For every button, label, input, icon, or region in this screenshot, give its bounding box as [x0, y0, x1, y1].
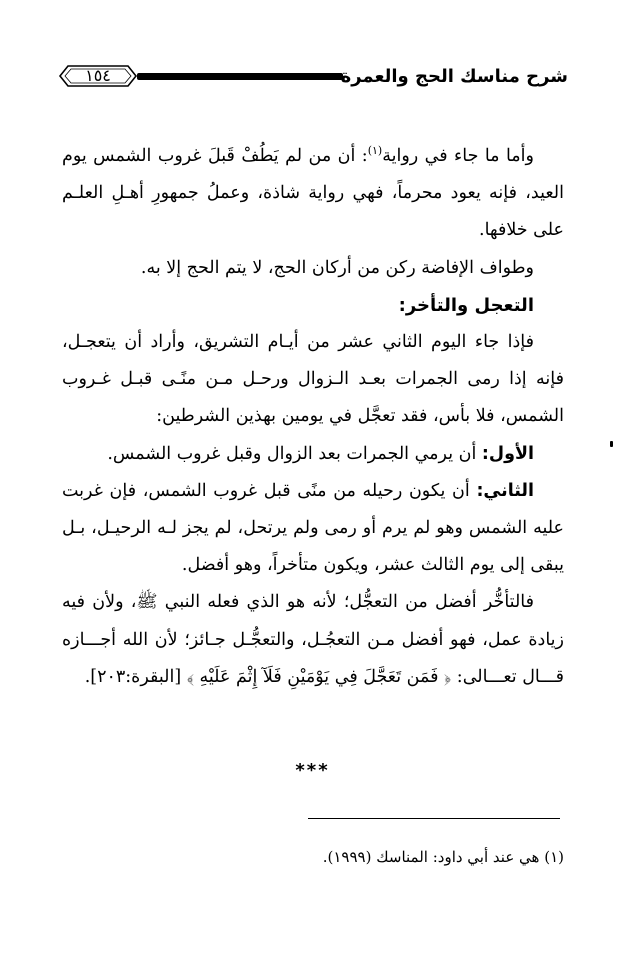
footnote-rule: [308, 818, 560, 819]
paragraph-1-start: وأما ما جاء في رواية: [382, 146, 534, 166]
quran-reference: [البقرة:٢٠٣].: [84, 666, 182, 687]
condition-second-text: أن يكون رحيله من منًى قبل غروب الشمس، فإن غربت عليه الشمس وهو لم يرم أو رمى ولم يرتحل، لم يجز لـه الرحيـل، بـل يبقى إلى يوم الثالث عشر، ويكون متأخراً، وهو أفضل.: [62, 480, 564, 576]
page-number: ١٥٤: [85, 66, 111, 85]
footnote: (١) هي عند أبي داود: المناسك (١٩٩٩).: [322, 848, 564, 866]
footnote-reference: (١): [367, 144, 383, 158]
section-separator: ***: [295, 760, 330, 781]
condition-second: [62, 473, 564, 585]
paragraph-1-rest: : أن من لم يَطُفْ قَبلَ غروب الشمس يوم العيد، فإنه يعود محرماً، فهي رواية شاذة، وعملُ جمهورِ أهـلِ العلـم على خلافها.: [62, 146, 564, 241]
paragraph-2: وطواف الإفاضة ركن من أركان الحج، لا يتم الحج إلا به.: [140, 257, 534, 278]
margin-mark: [610, 441, 613, 447]
paragraph-4: [62, 584, 564, 696]
paragraph-4-text: فالتأخُّر أفضل من التعجُّل؛ لأنه هو الذي فعله النبي ﷺ، ولأن فيه زيادة عمل، فهو أفضل مـن التعجُـل، والتعجُّـل جـائز؛ لأن الله أجـــازه قـــال تعـــالى: ﴿ فَمَن تَعَجَّلَ فِي يَوْمَيْنِ فَلَآ إِثْمَ عَلَيْهِ ﴾: [62, 592, 564, 687]
main-text: [62, 138, 564, 696]
condition-second-label: الثاني:: [476, 480, 534, 501]
running-title: [330, 66, 568, 87]
page-number-frame: [58, 63, 138, 89]
page-header: [58, 60, 568, 96]
condition-first-label: الأول:: [481, 443, 534, 464]
header-rule: [137, 73, 343, 80]
paragraph-1: [62, 138, 564, 250]
condition-first-text: أن يرمي الجمرات بعد الزوال وقبل غروب الشمس.: [107, 443, 482, 464]
paragraph-3: فإذا جاء اليوم الثاني عشر من أيـام التشريق، وأراد أن يتعجـل، فإنه إذا رمى الجمرات بعـد الـزوال ورحـل مـن منًـى قبـل غـروب الشمس، فلا بأس، فقد تعجَّل في يومين بهذين الشرطين:: [62, 332, 564, 427]
condition-first: [62, 436, 564, 473]
running-title-text: شرح مناسك الحج والعمرة: [340, 66, 568, 87]
title-bullet: [330, 75, 335, 80]
section-heading: التعجل والتأخر:: [398, 294, 534, 316]
